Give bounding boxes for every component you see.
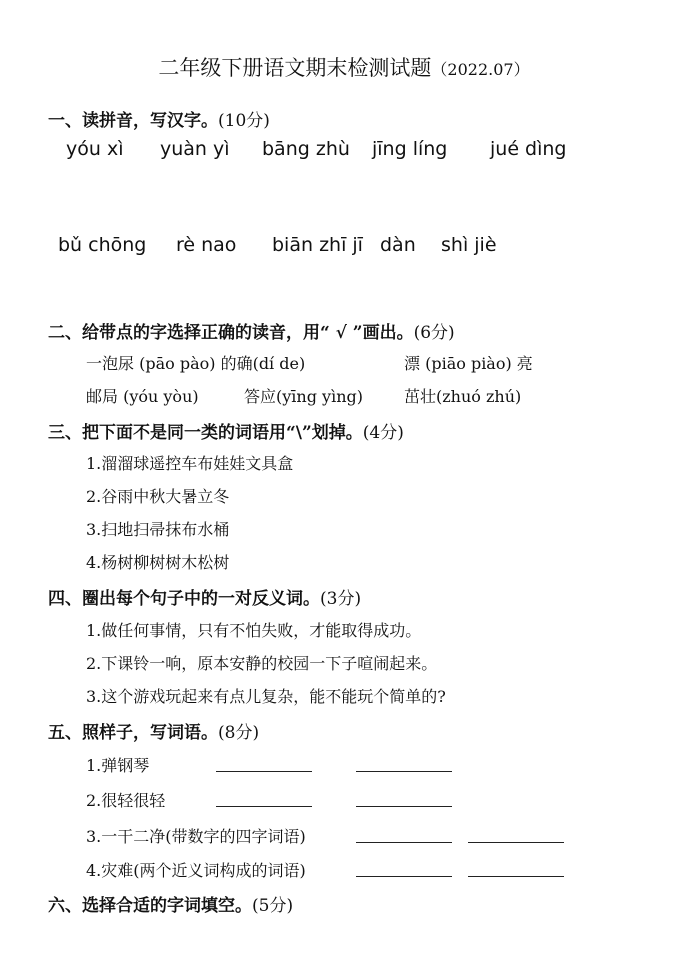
s2-line2a: 邮局 (yóu yòu) [86, 387, 199, 406]
section-5-title: 五、照样子，写词语。 [48, 723, 218, 743]
pinyin-2-4: dàn [380, 234, 416, 256]
section-4-score: (3分) [320, 589, 362, 609]
pinyin-1-3: bāng zhù [262, 138, 350, 160]
pinyin-1-5: jué dìng [490, 138, 567, 160]
section-2-title: 二、给带点的字选择正确的读音，用“ √ ”画出。 [48, 323, 414, 343]
answer-blank[interactable] [216, 792, 312, 807]
section-2-heading [48, 318, 455, 343]
pinyin-1-4: jīng líng [372, 138, 448, 160]
section-4-title: 四、圈出每个句子中的一对反义词。 [48, 589, 320, 609]
pinyin-2-3: biān zhī jī [272, 234, 363, 256]
s5-item-2: 2.很轻很轻 [86, 791, 166, 810]
section-3-score: (4分) [362, 423, 404, 443]
section-3-title: 三、把下面不是同一类的词语用“\”划掉。 [48, 423, 363, 443]
section-1-score: (10分) [218, 111, 270, 131]
s2-line1b: 漂 (piāo piào) 亮 [404, 354, 533, 373]
page-title [0, 52, 688, 82]
answer-blank[interactable] [468, 862, 564, 877]
s5-item-3: 3.一干二净(带数字的四字词语) [86, 827, 306, 846]
answer-blank[interactable] [356, 862, 452, 877]
s5-item-4: 4.灾难(两个近义词构成的词语) [86, 861, 306, 880]
answer-blank[interactable] [356, 792, 452, 807]
answer-blank[interactable] [356, 828, 452, 843]
pinyin-2-5: shì jiè [441, 234, 497, 256]
section-6-score: (5分) [252, 896, 294, 916]
pinyin-1-2: yuàn yì [160, 138, 230, 160]
s3-item-1: 1.溜溜球遥控车布娃娃文具盒 [86, 454, 294, 473]
section-4-heading [48, 584, 361, 609]
answer-blank[interactable] [356, 757, 452, 772]
pinyin-2-1: bǔ chōng [58, 234, 147, 256]
s4-item-2: 2.下课铃一响，原本安静的校园一下子喧闹起来。 [86, 654, 438, 673]
s5-item-1: 1.弹钢琴 [86, 756, 150, 775]
section-5-heading [48, 718, 259, 743]
section-1-title: 一、读拼音，写汉字。 [48, 111, 218, 131]
section-5-score: (8分) [218, 723, 260, 743]
s4-item-1: 1.做任何事情，只有不怕失败，才能取得成功。 [86, 621, 422, 640]
s2-line2c: 茁壮(zhuó zhú) [404, 387, 522, 406]
section-6-title: 六、选择合适的字词填空。 [48, 896, 252, 916]
s4-item-3: 3.这个游戏玩起来有点儿复杂，能不能玩个简单的? [86, 687, 446, 706]
s3-item-4: 4.杨树柳树树木松树 [86, 553, 230, 572]
answer-blank[interactable] [468, 828, 564, 843]
section-1-heading [48, 106, 270, 131]
pinyin-2-2: rè nao [176, 234, 237, 256]
section-2-score: (6分) [413, 323, 455, 343]
s3-item-3: 3.扫地扫帚抹布水桶 [86, 520, 230, 539]
title-year: （2022.07） [431, 60, 530, 79]
pinyin-1-1: yóu xì [66, 138, 124, 160]
section-3-heading [48, 418, 404, 443]
s2-line2b: 答应(yīng yìng) [244, 387, 363, 406]
s3-item-2: 2.谷雨中秋大暑立冬 [86, 487, 230, 506]
answer-blank[interactable] [216, 757, 312, 772]
section-6-heading [48, 891, 293, 916]
s2-line1a: 一泡尿 (pāo pào) 的确(dí de) [86, 354, 306, 373]
title-main: 二年级下册语文期末检测试题 [158, 56, 432, 80]
